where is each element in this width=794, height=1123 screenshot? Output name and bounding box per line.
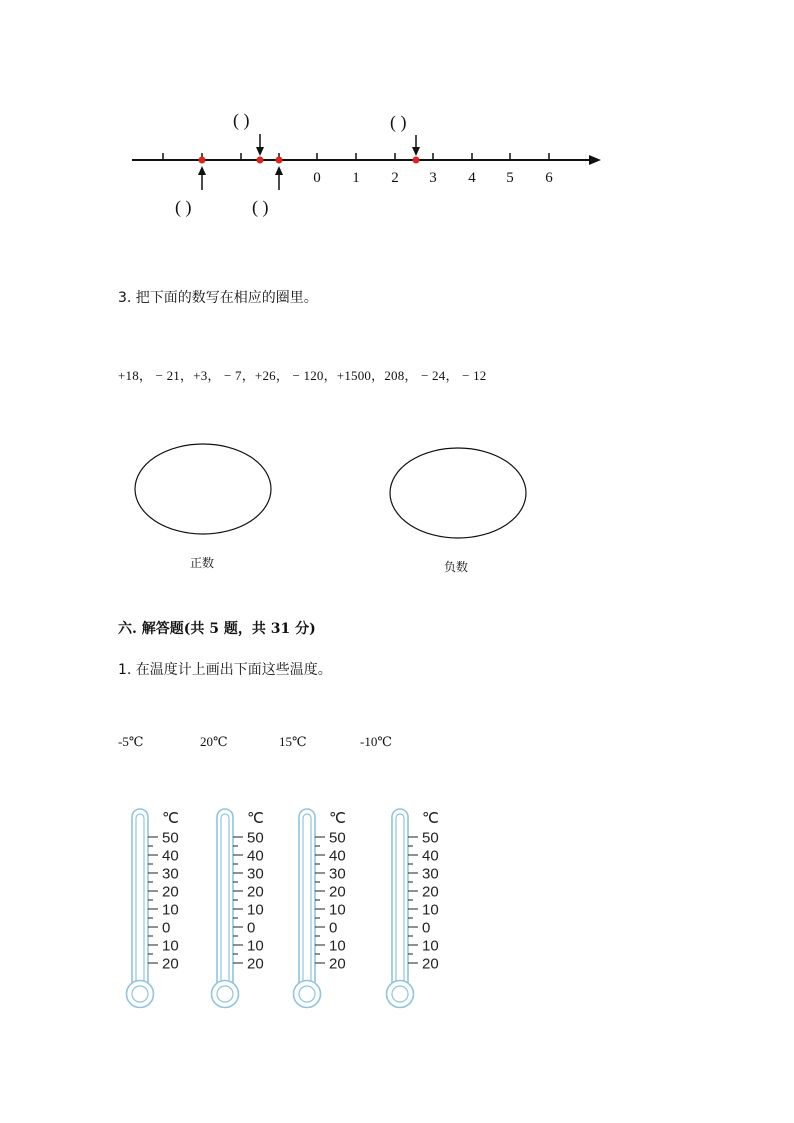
thermometer-outer-tube	[132, 809, 148, 993]
scale-label: 0	[162, 919, 171, 937]
thermometer-bulb-inner	[217, 986, 233, 1002]
thermometer-3[interactable]	[287, 805, 357, 1020]
thermometer-inner-tube	[221, 814, 229, 986]
blank-paren-3: ( )	[175, 197, 192, 217]
unit-label: ℃	[162, 810, 179, 827]
thermometer-inner-tube	[396, 814, 404, 986]
tick-label-3: 3	[429, 170, 437, 186]
scale-label: 10	[162, 901, 179, 919]
scale-label: 20	[162, 883, 179, 901]
scale-label: 30	[329, 865, 346, 883]
section-6-heading: 六. 解答题(共 5 题，共 31 分)	[118, 621, 316, 637]
scale-label: 0	[329, 919, 338, 937]
down-arrow-head	[256, 147, 264, 156]
tick-label-4: 4	[468, 170, 476, 186]
scale-label: 20	[329, 883, 346, 901]
thermometer-1[interactable]	[120, 805, 190, 1020]
scale-label: 50	[329, 829, 346, 847]
temperature-3: 15℃	[279, 734, 307, 749]
scale-label: 40	[422, 847, 439, 865]
marked-point	[276, 157, 283, 164]
axis-arrowhead	[589, 155, 601, 165]
scale-label: 40	[329, 847, 346, 865]
scale-label: 30	[162, 865, 179, 883]
negative-label: 负数	[444, 560, 469, 574]
unit-label: ℃	[329, 810, 346, 827]
thermometer-inner-tube	[303, 814, 311, 986]
temperature-1: -5℃	[118, 734, 144, 749]
scale-label: 0	[247, 919, 256, 937]
scale-label: 50	[247, 829, 264, 847]
unit-label: ℃	[247, 810, 264, 827]
blank-paren-2: ( )	[390, 112, 407, 132]
scale-label: 20	[162, 955, 179, 973]
down-arrow-head	[412, 147, 420, 156]
marked-point	[413, 157, 420, 164]
scale-label: 10	[162, 937, 179, 955]
temperature-2: 20℃	[200, 734, 228, 749]
thermometer-2[interactable]	[205, 805, 275, 1020]
thermometer-bulb-inner	[132, 986, 148, 1002]
temperature-4: -10℃	[360, 734, 392, 749]
scale-label: 10	[422, 901, 439, 919]
up-arrow-head	[198, 166, 206, 175]
number-list: +18， − 21，+3， − 7，+26， − 120，+1500，208， − 24， − 12	[118, 368, 487, 383]
scale-label: 20	[329, 955, 346, 973]
scale-label: 10	[329, 937, 346, 955]
thermometer-outer-tube	[217, 809, 233, 993]
number-line-figure	[0, 100, 794, 230]
thermometer-inner-tube	[136, 814, 144, 986]
scale-label: 20	[247, 883, 264, 901]
tick-label-6: 6	[545, 170, 553, 186]
tick-label-5: 5	[506, 170, 514, 186]
thermometer-bulb-inner	[299, 986, 315, 1002]
scale-label: 40	[247, 847, 264, 865]
thermometer-4[interactable]	[380, 805, 450, 1020]
tick-label-1: 1	[352, 170, 360, 186]
question-3-title: 3. 把下面的数写在相应的圈里。	[118, 290, 318, 306]
scale-label: 30	[247, 865, 264, 883]
marked-point	[257, 157, 264, 164]
scale-label: 50	[162, 829, 179, 847]
scale-label: 20	[247, 955, 264, 973]
scale-label: 10	[247, 901, 264, 919]
thermometer-outer-tube	[392, 809, 408, 993]
thermometer-bulb-inner	[392, 986, 408, 1002]
negative-numbers-circle[interactable]	[380, 444, 540, 544]
positive-label: 正数	[190, 556, 215, 570]
scale-label: 20	[422, 883, 439, 901]
marked-point	[199, 157, 206, 164]
up-arrow-head	[275, 166, 283, 175]
scale-label: 20	[422, 955, 439, 973]
scale-label: 50	[422, 829, 439, 847]
blank-paren-1: ( )	[233, 110, 250, 130]
positive-numbers-circle[interactable]	[125, 440, 285, 540]
scale-label: 10	[247, 937, 264, 955]
scale-label: 30	[422, 865, 439, 883]
thermometer-outer-tube	[299, 809, 315, 993]
scale-label: 10	[422, 937, 439, 955]
scale-label: 10	[329, 901, 346, 919]
unit-label: ℃	[422, 810, 439, 827]
tick-label-0: 0	[313, 170, 321, 186]
scale-label: 40	[162, 847, 179, 865]
tick-label-2: 2	[391, 170, 399, 186]
question-1-title: 1. 在温度计上画出下面这些温度。	[118, 662, 332, 678]
scale-label: 0	[422, 919, 431, 937]
blank-paren-4: ( )	[252, 197, 269, 217]
